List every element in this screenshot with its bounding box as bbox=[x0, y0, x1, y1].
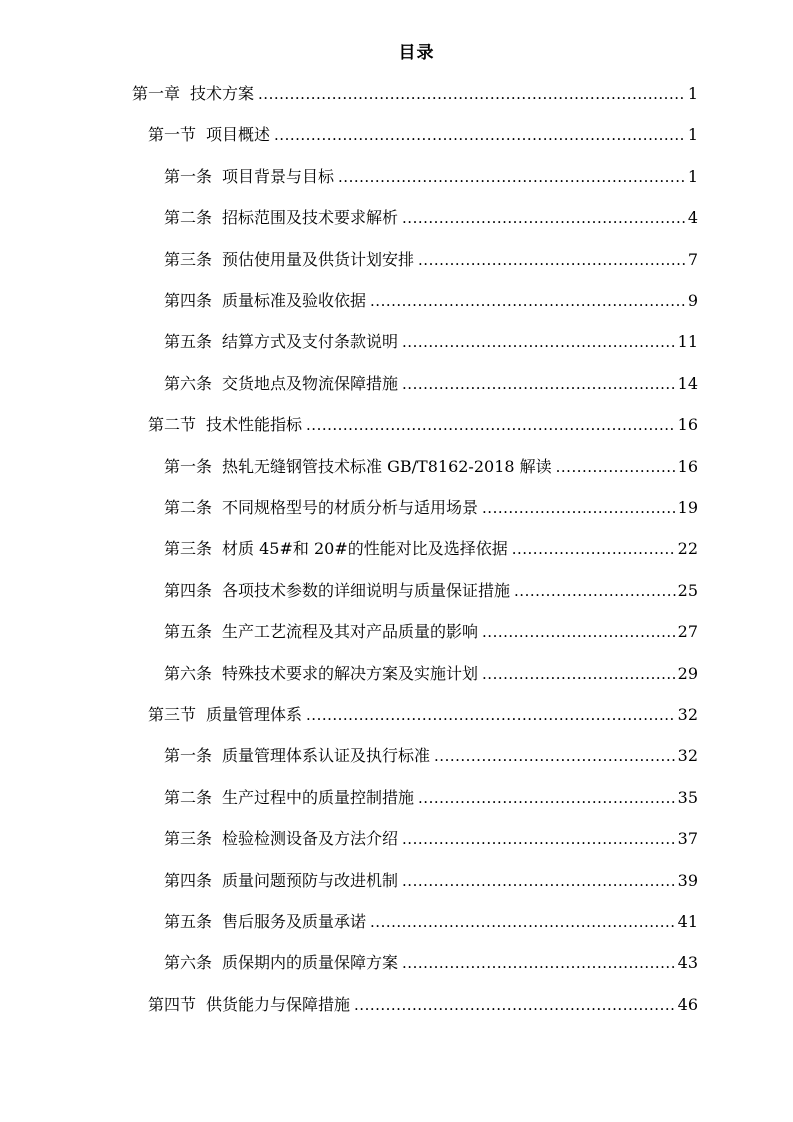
toc-entry[interactable] bbox=[148, 697, 698, 733]
toc-entry[interactable] bbox=[164, 490, 698, 526]
toc-entry-label bbox=[164, 490, 478, 526]
toc-page-number: 19 bbox=[677, 498, 698, 517]
toc-entry-label bbox=[164, 614, 478, 650]
toc-entry-title: 交货地点及物流保障措施 bbox=[222, 373, 399, 393]
toc-entry-title: 生产工艺流程及其对产品质量的影响 bbox=[222, 622, 479, 642]
toc-entry-number: 第四节 bbox=[148, 994, 197, 1014]
toc-entry-number: 第二条 bbox=[164, 208, 213, 228]
toc-entry[interactable] bbox=[164, 324, 698, 360]
toc-page-number: 14 bbox=[677, 373, 698, 393]
toc-entry-label bbox=[164, 366, 398, 402]
toc-title: 目录 bbox=[398, 43, 435, 63]
toc-entry-title: 技术性能指标 bbox=[206, 415, 303, 435]
toc-entry-number: 第二条 bbox=[164, 787, 213, 807]
dot-leader bbox=[418, 242, 686, 278]
toc-entry-number: 第二条 bbox=[164, 498, 213, 517]
toc-entry-label bbox=[132, 76, 254, 112]
toc-page-number: 4 bbox=[687, 208, 698, 228]
toc-entry-label bbox=[148, 697, 302, 733]
toc-entry-title: 质量管理体系认证及执行标准 bbox=[222, 746, 431, 766]
toc-entry[interactable] bbox=[164, 283, 698, 319]
dot-leader bbox=[482, 490, 676, 526]
dot-leader bbox=[370, 904, 676, 940]
toc-entry-number: 第三条 bbox=[164, 249, 213, 269]
toc-entry-title: 项目概述 bbox=[206, 125, 271, 145]
dot-leader bbox=[274, 117, 686, 153]
dot-leader bbox=[370, 283, 686, 319]
toc-entry[interactable] bbox=[148, 987, 698, 1023]
dot-leader bbox=[402, 324, 676, 360]
toc-entry-label bbox=[164, 159, 334, 195]
dot-leader bbox=[402, 200, 686, 236]
toc-entry[interactable] bbox=[132, 76, 698, 112]
toc-entry-label bbox=[164, 242, 414, 278]
toc-entry-title: 不同规格型号的材质分析与适用场景 bbox=[222, 498, 479, 517]
toc-entry-label bbox=[164, 656, 478, 692]
dot-leader bbox=[482, 656, 676, 692]
toc-entry-title: 生产过程中的质量控制措施 bbox=[222, 787, 415, 807]
toc-entry-number: 第五条 bbox=[164, 332, 213, 352]
toc-entry-title: 结算方式及支付条款说明 bbox=[222, 332, 399, 352]
toc-entry-label bbox=[164, 531, 508, 567]
toc-entry-number: 第三节 bbox=[148, 705, 197, 724]
toc-entry-title: 质量标准及验收依据 bbox=[222, 291, 367, 310]
toc-entry-number: 第四条 bbox=[164, 870, 213, 890]
toc-entry-number: 第五条 bbox=[164, 622, 213, 642]
dot-leader bbox=[556, 449, 676, 485]
toc-entry[interactable] bbox=[164, 780, 698, 816]
toc-page-number: 16 bbox=[677, 415, 698, 435]
toc-page-number: 25 bbox=[677, 580, 698, 600]
toc-page-number: 1 bbox=[687, 84, 698, 103]
toc-entry[interactable] bbox=[164, 738, 698, 774]
toc-entry-label bbox=[164, 780, 414, 816]
toc-entry[interactable] bbox=[164, 449, 698, 485]
toc-entry[interactable] bbox=[164, 904, 698, 940]
toc-page-number: 22 bbox=[677, 539, 698, 559]
toc-page-number: 39 bbox=[677, 870, 698, 890]
toc-page-number: 32 bbox=[677, 746, 698, 766]
toc-entry[interactable] bbox=[164, 366, 698, 402]
toc-entry-title: 材质 45#和 20#的性能对比及选择依据 bbox=[222, 539, 508, 559]
dot-leader bbox=[512, 531, 676, 567]
toc-entry-number: 第六条 bbox=[164, 373, 213, 393]
dot-leader bbox=[514, 573, 676, 609]
toc-entry-number: 第六条 bbox=[164, 953, 213, 973]
toc-entry-label bbox=[148, 407, 302, 443]
toc-page-number: 29 bbox=[677, 663, 698, 683]
toc-entry-number: 第一节 bbox=[148, 125, 197, 145]
toc-page-number: 11 bbox=[677, 332, 698, 352]
toc-entry-label bbox=[148, 987, 350, 1023]
toc-entry-number: 第二节 bbox=[148, 415, 197, 435]
toc-entry-label bbox=[148, 117, 270, 153]
toc-entry-number: 第三条 bbox=[164, 539, 213, 559]
toc-page-number: 16 bbox=[677, 456, 698, 476]
toc-entry-title: 各项技术参数的详细说明与质量保证措施 bbox=[222, 580, 511, 600]
toc-entry[interactable] bbox=[164, 656, 698, 692]
toc-entry-label bbox=[164, 200, 398, 236]
toc-entry-title: 供货能力与保障措施 bbox=[206, 994, 351, 1014]
dot-leader bbox=[306, 407, 676, 443]
toc-entry-title: 技术方案 bbox=[190, 84, 255, 103]
toc-entry-title: 热轧无缝钢管技术标准 GB/T8162-2018 解读 bbox=[222, 456, 552, 476]
toc-page-number: 32 bbox=[677, 705, 698, 724]
toc-page-number: 35 bbox=[677, 787, 698, 807]
toc-entry-number: 第一条 bbox=[164, 456, 213, 476]
toc-page-number: 43 bbox=[677, 953, 698, 973]
toc-entry-number: 第一条 bbox=[164, 746, 213, 766]
dot-leader bbox=[402, 863, 676, 899]
toc-entry-title: 质保期内的质量保障方案 bbox=[222, 953, 399, 973]
toc-entry[interactable] bbox=[164, 159, 698, 195]
toc-entry-number: 第四条 bbox=[164, 580, 213, 600]
dot-leader bbox=[402, 821, 676, 857]
toc-entry-number: 第六条 bbox=[164, 663, 213, 683]
toc-entry-title: 检验检测设备及方法介绍 bbox=[222, 829, 399, 849]
dot-leader bbox=[434, 738, 676, 774]
toc-page-number: 1 bbox=[687, 166, 698, 186]
toc-entry-label bbox=[164, 283, 366, 319]
toc-entry[interactable] bbox=[164, 531, 698, 567]
toc-page-number: 27 bbox=[677, 622, 698, 642]
toc-entry-title: 质量管理体系 bbox=[206, 705, 303, 724]
toc-entry-label bbox=[164, 573, 510, 609]
toc-entry-number: 第一章 bbox=[132, 84, 181, 103]
toc-entry[interactable] bbox=[148, 407, 698, 443]
toc-entry-number: 第四条 bbox=[164, 291, 213, 310]
dot-leader bbox=[482, 614, 676, 650]
toc-entry[interactable] bbox=[164, 945, 698, 981]
dot-leader bbox=[418, 780, 676, 816]
toc-page-number: 37 bbox=[677, 829, 698, 849]
toc-entry-label bbox=[164, 324, 398, 360]
toc-entry-title: 特殊技术要求的解决方案及实施计划 bbox=[222, 663, 479, 683]
toc-page-number: 41 bbox=[677, 912, 698, 931]
toc-entry-number: 第五条 bbox=[164, 912, 213, 931]
toc-entry-label bbox=[164, 821, 398, 857]
toc-entry-title: 质量问题预防与改进机制 bbox=[222, 870, 399, 890]
toc-entry[interactable] bbox=[164, 863, 698, 899]
toc-entry[interactable] bbox=[164, 242, 698, 278]
toc-entry-label bbox=[164, 863, 398, 899]
toc-entry-title: 售后服务及质量承诺 bbox=[222, 912, 367, 931]
toc-page-number: 9 bbox=[687, 291, 698, 310]
dot-leader bbox=[258, 76, 686, 112]
toc-entry[interactable] bbox=[164, 573, 698, 609]
toc-page-number: 46 bbox=[677, 994, 698, 1014]
dot-leader bbox=[402, 366, 676, 402]
dot-leader bbox=[306, 697, 676, 733]
toc-entry[interactable] bbox=[164, 821, 698, 857]
toc-entry-number: 第三条 bbox=[164, 829, 213, 849]
dot-leader bbox=[338, 159, 686, 195]
toc-entry[interactable] bbox=[164, 200, 698, 236]
toc-entry-label bbox=[164, 449, 552, 485]
toc-entry-title: 招标范围及技术要求解析 bbox=[222, 208, 399, 228]
toc-entry[interactable] bbox=[148, 117, 698, 153]
toc-entry-number: 第一条 bbox=[164, 166, 213, 186]
dot-leader bbox=[354, 987, 676, 1023]
toc-page-number: 1 bbox=[687, 125, 698, 145]
toc-entry-label bbox=[164, 738, 430, 774]
toc-entry[interactable] bbox=[164, 614, 698, 650]
toc-entry-title: 项目背景与目标 bbox=[222, 166, 335, 186]
toc-entry-title: 预估使用量及供货计划安排 bbox=[222, 249, 415, 269]
toc-entry-label bbox=[164, 904, 366, 940]
toc-entry-label bbox=[164, 945, 398, 981]
toc-page-number: 7 bbox=[687, 249, 698, 269]
dot-leader bbox=[402, 945, 676, 981]
